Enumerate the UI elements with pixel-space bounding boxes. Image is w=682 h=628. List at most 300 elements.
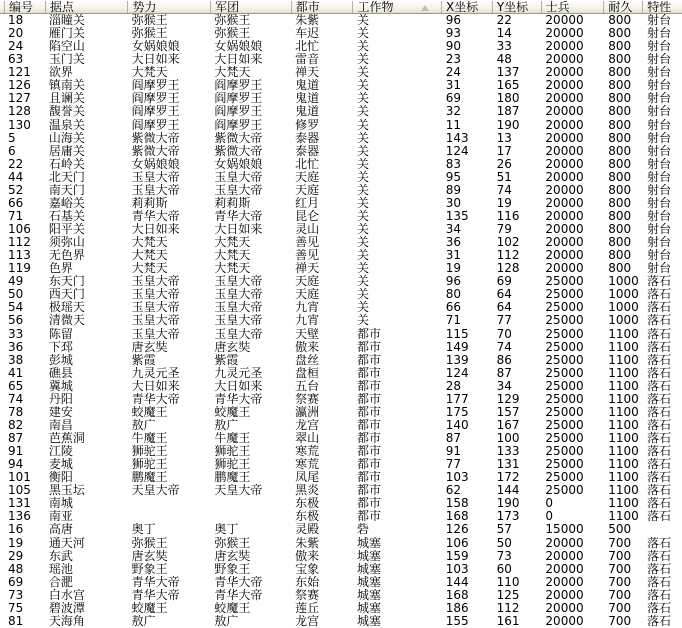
cell-structure: 都市 [356, 327, 381, 341]
cell-city: 天庭 [295, 288, 320, 302]
cell-durability: 1100 [608, 379, 639, 393]
cell-x-coord: 103 [445, 562, 469, 576]
cell-durability: 800 [608, 157, 632, 171]
cell-x-coord: 103 [445, 471, 469, 485]
table-row[interactable] [0, 380, 682, 393]
column-header-soldiers[interactable] [542, 1, 605, 13]
cell-id: 71 [8, 209, 24, 223]
column-header-label: 势力 [132, 1, 157, 13]
cell-id: 66 [8, 196, 24, 210]
cell-x-coord: 124 [445, 366, 469, 380]
cell-legion: 阎摩罗王 [214, 118, 263, 132]
cell-durability: 1000 [608, 275, 639, 289]
column-header-force[interactable] [128, 1, 211, 13]
cell-id: 56 [8, 314, 24, 328]
cell-y-coord: 87 [496, 366, 512, 380]
cell-id: 81 [8, 614, 24, 628]
cell-city: 龙宫 [295, 418, 320, 432]
cell-soldiers: 20000 [545, 614, 584, 628]
cell-id: 113 [8, 249, 31, 263]
cell-soldiers: 25000 [545, 392, 584, 406]
column-header-id[interactable] [5, 1, 46, 13]
cell-structure: 都市 [356, 340, 381, 354]
cell-legion: 蛟魔王 [214, 601, 251, 615]
cell-soldiers: 25000 [545, 301, 584, 315]
cell-y-coord: 13 [496, 131, 512, 145]
cell-soldiers: 15000 [545, 523, 584, 537]
cell-city: 寒荒 [295, 445, 320, 459]
cell-id: 6 [8, 144, 16, 158]
cell-durability: 1100 [608, 392, 639, 406]
column-header-label: 都市 [295, 1, 320, 13]
cell-stronghold: 极瑶天 [48, 301, 85, 315]
cell-soldiers: 25000 [545, 327, 584, 341]
cell-y-coord: 131 [496, 458, 520, 472]
cell-durability: 800 [608, 118, 632, 132]
cell-durability: 700 [608, 614, 632, 628]
table-row[interactable] [0, 419, 682, 432]
cell-y-coord: 48 [496, 53, 512, 67]
cell-city: 泰器 [295, 131, 320, 145]
cell-stronghold: 南天门 [48, 183, 85, 197]
cell-x-coord: 168 [445, 510, 469, 524]
cell-city: 修罗 [295, 118, 320, 132]
cell-id: 82 [8, 418, 24, 432]
cell-id: 91 [8, 445, 24, 459]
cell-city: 天壁 [295, 327, 320, 341]
cell-legion: 天皇大帝 [214, 484, 263, 498]
cell-structure: 关 [356, 236, 369, 250]
cell-x-coord: 34 [445, 223, 461, 236]
cell-force: 玉皇大帝 [131, 170, 180, 184]
cell-x-coord: 95 [445, 170, 461, 184]
cell-city: 泰器 [295, 144, 320, 158]
table-row[interactable] [0, 171, 682, 184]
table-row[interactable] [0, 497, 682, 510]
column-header-durability[interactable] [604, 1, 643, 13]
cell-soldiers: 20000 [545, 170, 584, 184]
cell-stronghold: 馥誉关 [48, 105, 85, 119]
cell-durability: 1100 [608, 484, 639, 498]
cell-structure: 关 [356, 183, 369, 197]
table-row[interactable] [0, 27, 682, 40]
table-row[interactable] [0, 223, 682, 236]
cell-legion: 青华大帝 [214, 588, 263, 602]
cell-x-coord: 31 [445, 79, 461, 93]
cell-x-coord: 23 [445, 53, 461, 67]
cell-trait: 落石 [647, 445, 672, 459]
cell-y-coord: 73 [496, 549, 512, 563]
cell-trait: 射台 [647, 262, 672, 276]
cell-stronghold: 合淝 [48, 575, 73, 589]
cell-structure: 关 [356, 196, 369, 210]
cell-soldiers: 0 [545, 510, 554, 524]
cell-legion: 弥猴王 [214, 14, 251, 27]
table-row[interactable] [0, 14, 682, 27]
cell-force: 大梵天 [131, 66, 168, 80]
cell-city: 五台 [295, 379, 320, 393]
cell-soldiers: 20000 [545, 209, 584, 223]
cell-trait: 落石 [647, 366, 672, 380]
cell-structure: 都市 [356, 392, 381, 406]
cell-structure: 城塞 [356, 601, 381, 615]
cell-legion: 狮驼王 [214, 445, 251, 459]
cell-city: 龙宫 [295, 614, 320, 628]
cell-soldiers: 20000 [545, 92, 584, 106]
cell-stronghold: 东武 [48, 549, 73, 563]
cell-legion: 狮驼王 [214, 458, 251, 472]
cell-force: 青华大帝 [131, 392, 180, 406]
cell-y-coord: 112 [496, 249, 520, 263]
cell-structure: 关 [356, 275, 369, 289]
table-row[interactable] [0, 184, 682, 197]
cell-x-coord: 30 [445, 196, 461, 210]
cell-trait: 射台 [647, 223, 672, 236]
cell-durability: 1100 [608, 353, 639, 367]
cell-structure: 都市 [356, 458, 381, 472]
cell-soldiers: 25000 [545, 432, 584, 445]
cell-force: 唐玄奘 [131, 340, 168, 354]
cell-legion: 敖广 [214, 418, 239, 432]
cell-y-coord: 112 [496, 601, 520, 615]
table-row[interactable] [0, 367, 682, 380]
table-row[interactable] [0, 484, 682, 497]
table-row[interactable] [0, 249, 682, 262]
cell-y-coord: 144 [496, 484, 520, 498]
cell-durability: 800 [608, 249, 632, 263]
table-row[interactable] [0, 301, 682, 314]
cell-durability: 800 [608, 92, 632, 106]
column-header-legion[interactable] [211, 1, 292, 13]
cell-x-coord: 62 [445, 484, 461, 498]
table-row[interactable] [0, 132, 682, 145]
cell-soldiers: 20000 [545, 53, 584, 67]
cell-legion: 阎摩罗王 [214, 105, 263, 119]
cell-stronghold: 江陵 [48, 445, 73, 459]
table-row[interactable] [0, 40, 682, 53]
cell-soldiers: 25000 [545, 366, 584, 380]
cell-soldiers: 20000 [545, 105, 584, 119]
cell-legion: 大日如来 [214, 379, 263, 393]
cell-trait: 落石 [647, 418, 672, 432]
cell-id: 121 [8, 66, 31, 80]
cell-id: 127 [8, 92, 31, 106]
column-header-x-coord[interactable] [442, 1, 493, 13]
cell-city: 北忙 [295, 40, 320, 54]
cell-legion: 野象王 [214, 562, 251, 576]
cell-legion: 玉皇大帝 [214, 327, 263, 341]
cell-structure: 关 [356, 288, 369, 302]
cell-soldiers: 20000 [545, 536, 584, 550]
cell-x-coord: 89 [445, 183, 461, 197]
cell-legion: 玉皇大帝 [214, 314, 263, 328]
cell-structure: 关 [356, 27, 369, 41]
cell-id: 52 [8, 183, 24, 197]
table-row[interactable] [0, 119, 682, 132]
cell-x-coord: 115 [445, 327, 469, 341]
cell-stronghold: 石基关 [48, 209, 85, 223]
column-header-y-coord[interactable] [493, 1, 542, 13]
column-header-trait[interactable] [643, 1, 682, 13]
cell-soldiers: 20000 [545, 575, 584, 589]
cell-structure: 关 [356, 131, 369, 145]
cell-trait: 落石 [647, 301, 672, 315]
cell-trait: 落石 [647, 340, 672, 354]
cell-id: 48 [8, 562, 24, 576]
cell-id: 54 [8, 301, 24, 315]
table-row[interactable] [0, 328, 682, 341]
cell-soldiers: 20000 [545, 118, 584, 132]
cell-structure: 都市 [356, 366, 381, 380]
table-row[interactable] [0, 79, 682, 92]
cell-trait: 落石 [647, 575, 672, 589]
table-row[interactable] [0, 66, 682, 79]
cell-durability: 700 [608, 575, 632, 589]
cell-y-coord: 190 [496, 497, 520, 511]
cell-trait: 射台 [647, 170, 672, 184]
cell-soldiers: 20000 [545, 588, 584, 602]
cell-id: 41 [8, 366, 24, 380]
cell-x-coord: 140 [445, 418, 469, 432]
cell-durability: 1100 [608, 458, 639, 472]
cell-id: 19 [8, 536, 24, 550]
cell-y-coord: 70 [496, 327, 512, 341]
cell-trait: 落石 [647, 588, 672, 602]
cell-structure: 关 [356, 249, 369, 263]
cell-city: 祭赛 [295, 392, 320, 406]
cell-legion: 鹏魔王 [214, 471, 251, 485]
cell-y-coord: 190 [496, 118, 520, 132]
cell-durability: 1100 [608, 327, 639, 341]
cell-force: 玉皇大帝 [131, 183, 180, 197]
cell-force: 玉皇大帝 [131, 288, 180, 302]
cell-legion [210, 510, 291, 523]
cell-durability: 700 [608, 536, 632, 550]
cell-trait: 射台 [647, 79, 672, 93]
cell-structure: 关 [356, 105, 369, 119]
cell-structure: 关 [356, 157, 369, 171]
table-row[interactable] [0, 615, 682, 628]
cell-city: 鬼道 [295, 105, 320, 119]
cell-soldiers: 20000 [545, 144, 584, 158]
cell-soldiers: 25000 [545, 445, 584, 459]
table-row[interactable] [0, 393, 682, 406]
table-row[interactable] [0, 105, 682, 118]
cell-structure: 都市 [356, 510, 381, 524]
cell-id: 24 [8, 40, 24, 54]
table-row[interactable] [0, 523, 682, 536]
cell-force: 敖广 [131, 614, 156, 628]
cell-id: 78 [8, 405, 24, 419]
cell-legion: 阎摩罗王 [214, 92, 263, 106]
cell-y-coord: 180 [496, 92, 520, 106]
cell-force: 大日如来 [131, 223, 180, 236]
cell-stronghold: 阳平关 [48, 223, 85, 236]
table-row[interactable] [0, 550, 682, 563]
table-row[interactable] [0, 210, 682, 223]
cell-x-coord: 69 [445, 92, 461, 106]
cell-trait: 落石 [647, 497, 672, 511]
cell-force: 女娲娘娘 [131, 157, 180, 171]
table-row[interactable] [0, 275, 682, 288]
cell-city: 盘丝 [295, 353, 320, 367]
cell-y-coord: 74 [496, 183, 512, 197]
cell-soldiers: 20000 [545, 262, 584, 276]
cell-legion: 弥猴王 [214, 27, 251, 41]
cell-trait: 落石 [647, 601, 672, 615]
cell-force: 天皇大帝 [131, 484, 180, 498]
column-header-stronghold[interactable] [46, 1, 129, 13]
cell-id: 33 [8, 327, 24, 341]
cell-x-coord: 90 [445, 40, 461, 54]
column-header-city[interactable] [292, 1, 354, 13]
table-header [0, 0, 682, 14]
cell-y-coord: 74 [496, 340, 512, 354]
cell-id: 101 [8, 471, 31, 485]
cell-stronghold: 陷空山 [48, 40, 85, 54]
cell-x-coord: 149 [445, 340, 469, 354]
cell-soldiers: 25000 [545, 458, 584, 472]
table-row[interactable] [0, 341, 682, 354]
cell-structure: 城塞 [356, 614, 381, 628]
table-row[interactable] [0, 314, 682, 327]
cell-soldiers: 20000 [545, 27, 584, 41]
cell-soldiers: 20000 [545, 79, 584, 93]
cell-soldiers: 20000 [545, 223, 584, 236]
cell-force: 弥猴王 [131, 14, 168, 27]
cell-id: 131 [8, 497, 31, 511]
cell-id: 63 [8, 53, 24, 67]
cell-durability: 800 [608, 144, 632, 158]
cell-durability: 800 [608, 53, 632, 67]
table-row[interactable] [0, 432, 682, 445]
cell-city: 善见 [295, 236, 320, 250]
column-header-label: 军团 [215, 1, 240, 13]
cell-durability: 800 [608, 79, 632, 93]
cell-force: 玉皇大帝 [131, 327, 180, 341]
cell-y-coord: 187 [496, 105, 520, 119]
cell-x-coord: 139 [445, 353, 469, 367]
cell-stronghold: 衡阳 [48, 471, 73, 485]
cell-legion: 女娲娘娘 [214, 40, 263, 54]
table-row[interactable] [0, 576, 682, 589]
cell-legion: 蛟魔王 [214, 405, 251, 419]
cell-durability: 800 [608, 262, 632, 276]
cell-legion: 大梵天 [214, 66, 251, 80]
table-row[interactable] [0, 510, 682, 523]
table-row[interactable] [0, 354, 682, 367]
cell-soldiers: 25000 [545, 471, 584, 485]
cell-legion [210, 497, 291, 510]
cell-force: 紫霞 [131, 353, 156, 367]
cell-city: 九宵 [295, 301, 320, 315]
cell-id: 5 [8, 131, 16, 145]
table-row[interactable] [0, 145, 682, 158]
cell-soldiers: 0 [545, 497, 554, 511]
column-header-label: 据点 [49, 1, 74, 13]
cell-x-coord: 143 [445, 131, 469, 145]
cell-force: 蛟魔王 [131, 405, 168, 419]
cell-city: 雷音 [295, 53, 320, 67]
table-body [0, 14, 682, 628]
table-row[interactable] [0, 236, 682, 249]
cell-force: 大日如来 [131, 53, 180, 67]
table-row[interactable] [0, 262, 682, 275]
cell-trait: 射台 [647, 144, 672, 158]
cell-durability: 1100 [608, 432, 639, 445]
cell-id: 136 [8, 510, 31, 524]
table-row[interactable] [0, 458, 682, 471]
table-row[interactable] [0, 288, 682, 301]
cell-force: 青华大帝 [131, 588, 180, 602]
table-row[interactable] [0, 563, 682, 576]
cell-trait: 落石 [647, 405, 672, 419]
cell-y-coord: 173 [496, 510, 520, 524]
cell-legion: 牛魔王 [214, 432, 251, 445]
cell-y-coord: 26 [496, 157, 512, 171]
cell-soldiers: 25000 [545, 353, 584, 367]
cell-id: 65 [8, 379, 24, 393]
cell-soldiers: 20000 [545, 236, 584, 250]
cell-id: 106 [8, 223, 31, 236]
table-row[interactable] [0, 197, 682, 210]
cell-trait: 射台 [647, 105, 672, 119]
cell-x-coord: 135 [445, 209, 469, 223]
cell-structure: 关 [356, 170, 369, 184]
cell-force: 莉莉斯 [131, 196, 168, 210]
cell-x-coord: 28 [445, 379, 461, 393]
table-row[interactable] [0, 92, 682, 105]
cell-city: 鬼道 [295, 92, 320, 106]
cell-y-coord: 133 [496, 445, 520, 459]
cell-force: 青华大帝 [131, 575, 180, 589]
table-row[interactable] [0, 445, 682, 458]
cell-x-coord: 32 [445, 105, 461, 119]
cell-durability: 800 [608, 27, 632, 41]
column-header-structure[interactable] [353, 1, 442, 13]
table-row[interactable] [0, 53, 682, 66]
cell-structure: 城塞 [356, 536, 381, 550]
cell-legion: 紫微大帝 [214, 144, 263, 158]
cell-soldiers: 25000 [545, 275, 584, 289]
table-row[interactable] [0, 406, 682, 419]
cell-stronghold: 须弥山 [48, 236, 85, 250]
cell-force: 弥猴王 [131, 536, 168, 550]
cell-structure: 关 [356, 66, 369, 80]
cell-force: 阎摩罗王 [131, 79, 180, 93]
cell-force: 弥猴王 [131, 27, 168, 41]
cell-y-coord: 172 [496, 471, 520, 485]
table-row[interactable] [0, 158, 682, 171]
table-row[interactable] [0, 537, 682, 550]
cell-city: 灵山 [295, 223, 320, 236]
table-row[interactable] [0, 589, 682, 602]
cell-city: 祭赛 [295, 588, 320, 602]
table-row[interactable] [0, 471, 682, 484]
cell-id: 126 [8, 79, 31, 93]
cell-force: 奥丁 [131, 523, 156, 537]
cell-city: 东极 [295, 497, 320, 511]
cell-soldiers: 25000 [545, 418, 584, 432]
cell-structure: 都市 [356, 405, 381, 419]
cell-trait: 射台 [647, 40, 672, 54]
cell-force: 大梵天 [131, 262, 168, 276]
cell-force: 九灵元圣 [131, 366, 180, 380]
cell-stronghold: 无色界 [48, 249, 85, 263]
table-row[interactable] [0, 602, 682, 615]
cell-force: 阎摩罗王 [131, 105, 180, 119]
cell-trait: 射台 [647, 249, 672, 263]
